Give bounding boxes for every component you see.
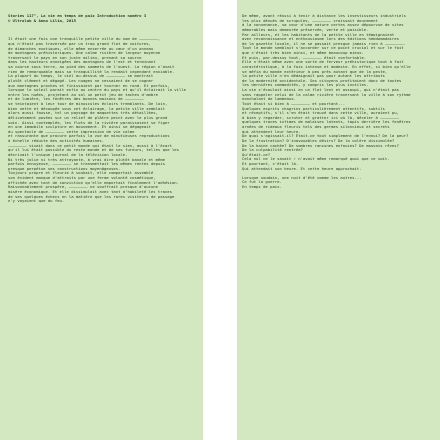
text-line: décrivait l'unique journal de la télévision locale.: [8, 151, 128, 157]
left-page: [0, 0, 203, 440]
text-line: alors aussi fausse, tel un paysage de maquettes très détaillées,: [8, 110, 158, 116]
right-body-text: [242, 14, 434, 190]
text-line: Tout le monde semblait s'accorder sur ce point crucial et sur le fait: [242, 45, 404, 51]
page-header: [8, 13, 197, 24]
text-line: les dernières commodités, y compris les plus inutiles.: [242, 82, 369, 88]
text-line: rien de remarquable mais sa tranquillité la rendait cependant enviable.: [8, 68, 175, 74]
text-line: ornées de rideaux fleuris tels des germes silencieux et secrets: [242, 124, 390, 129]
text-line: et de lumière, les fenêtres des bonnes maisons de ————————: [8, 96, 144, 102]
text-line: La vie s'écoulait ainsi en un flot lent et assoupi, qui n'était pas: [242, 87, 399, 92]
text-line: Par ailleurs, et les habitants de la petite ville en témoignaient: [242, 31, 395, 37]
text-line: de montagnes préhistoriques. Une calme rivière de largeur moyenne: [8, 50, 161, 56]
text-line: misère économique. Et elle dissimulait avec tant d'habileté les traces: [8, 188, 172, 194]
text-line: de la gazette locale, il ne se passait presque jamais rien à ————————.: [242, 40, 406, 46]
text-line: caractéristique, à la fois intense et modeste. En effet, si bien qu'elle: [242, 63, 411, 69]
text-line: Tout était si bien à ———————— et pourtant...: [242, 100, 346, 106]
text-line: Ce fut la guerre.: [242, 179, 282, 185]
text-line: à la convenance, sa cour d'une nature certes assez dépourvue de sites: [242, 22, 404, 28]
text-line: Quelques esprits chagrins particulièrement attentifs, subtils: [242, 105, 385, 111]
text-line: de la modernité occidentale. Ses citoyens profitaient donc de toutes: [242, 77, 402, 83]
text-line: Elle n'était même avec une sorte de ferveur préhistorique tout à fait: [242, 59, 404, 65]
text-line: se méfia du monde extérieur à peu près autant que de la peste,: [242, 68, 388, 74]
text-line: entre les nuées, projetant au sol un petit jeu de taches d'ombre: [8, 91, 158, 97]
text-line: sa course sous terre, au pied des sommets de l'ouest. La région n'avait: [8, 64, 175, 70]
text-line: quelques traces infimes de malaises latents, tapis derrière les fenêtres: [242, 119, 411, 125]
text-line: Qui attendait son heure. Et cette heure approchait.: [242, 165, 362, 171]
text-line: presque perpétue ses constructions moyenâgeuses.: [8, 165, 121, 171]
text-line: Toujours propre et fleurie à souhait, elle comportait assemblé: [8, 170, 154, 176]
text-line: Ni très jolie ni très attrayante, à vrai dire plutôt banale et même: [8, 156, 165, 162]
text-line: Lorsque soudain, une nuit d'été comme les autres...: [242, 174, 362, 180]
text-line: avec reconnaissance et enthousiasme lors des éditions hebdomadaires: [242, 36, 399, 42]
text-line: De la culpabilité rentrée?: [242, 147, 303, 153]
text-line: et réceptifs, s'il s'en était trouvé dans cette ville, auraient pu,: [242, 110, 399, 116]
text-line: Et puis, par-dessus tout, ———————— était confortable.: [242, 54, 367, 60]
text-line: dans les hauteurs enneigées des montagnes de l'est et terminant: [8, 59, 156, 65]
text-line: se teintaient à leur tour de minuscules éclairs tremblants. De loin,: [8, 101, 168, 107]
text-line: qu'il lui était possible du reste monde et de ses fureurs, telles que les: [8, 147, 179, 153]
header-title: Stories 117°, La vie en temps de paix Introduction numéro 3: [8, 13, 147, 18]
text-line: nonchalant de lambeaux.: [242, 96, 296, 102]
text-line: plutôt clément et dégagé. Les nuages ne cessaient de se cogner: [8, 77, 154, 83]
text-line: de dimanches exotiques, elle même enserrée au cœur d'un anneau: [8, 45, 154, 51]
text-line: mémorables mais demeurée préservée, verte et paisible.: [242, 26, 369, 32]
text-line: De la haine cachée? De sombres rancunes enfouies? De mauvais rêves?: [242, 142, 399, 148]
text-line: de ses quelques échecs en la matière que les rares visiteurs de passage: [8, 193, 175, 199]
text-line: du spectacle de ———————— cette impression de vie calme: [8, 128, 135, 134]
left-body-text: [8, 37, 197, 204]
text-line: ———————— vivait dans ce petit monde qui était le sien, aussi à l'écart: [8, 142, 172, 148]
text-line: son évident manque d'attraits par une ferme volonté cosmétique,: [8, 175, 156, 181]
text-line: Il était une fois une tranquille petite ville du nom de ————————,: [8, 36, 161, 42]
text-line: traversait le pays en son juste milieu, prenant sa source: [8, 54, 142, 60]
text-line: lorsque le soleil parait enfin au centre du pays et qu'il éclairait la ville: [8, 87, 187, 93]
text-line: n'y voyaient que du feu.: [8, 198, 65, 204]
text-line: soin. Ainsi contemplée, les flots de la rivière paraissaient se figer: [8, 119, 170, 125]
text-line: Qu'était-ce?: [242, 151, 271, 157]
text-line: que c'était très bien ainsi, et même beaucoup mieux.: [242, 50, 364, 55]
text-line: Et pourtant, c'était là.: [242, 161, 299, 166]
header-copyright: © Ultralab & Anna Lilia, 2015: [8, 18, 76, 24]
text-line: qui attendent leur heure.: [242, 128, 301, 134]
text-line: affichée avec tant de conviction qu'elle emportait finalement l'adhésion.: [8, 179, 179, 185]
text-line: les plus dénués de scrupules, ———————— croissait doucement: [242, 17, 378, 23]
text-line: De quoi s'agissait-il? Était-ce tout simplement de l'ennui? De la peur?: [242, 133, 409, 139]
text-line: En temps de paix.: [242, 184, 282, 190]
right-page: [237, 0, 440, 440]
text-line: à échelle réduite des activités humaines.: [8, 138, 105, 144]
text-line: qui n'était pas traversée par un trop grand flot de voitures,: [8, 40, 151, 46]
text-line: bien nette et découpée sous cet éclairage, la petite ville semblait: [8, 105, 165, 111]
text-line: en une immobile sculpture en mouvement. Et ainsi se dégageait: [8, 124, 151, 130]
text-line: De même, avant réussi à tenir à distance les investisseurs industriels: [242, 13, 406, 18]
text-line: la petite ville n'en dédaignait pas pour autant les attributs: [242, 73, 385, 79]
text-line: et rassurante que procure parfois la vue de minutieuses reproductions: [8, 133, 170, 139]
text-line: De la frustration? D'inavouables désirs? De la colère dissimulée?: [242, 137, 395, 143]
text-line: Raisonnablement prospère, ———————— ne souffrait presque d'aucune: [8, 184, 158, 190]
text-line: parfois ennuyeuse, ———————— se transmettait les mêmes rentes depuis: [8, 161, 165, 167]
text-line: aux montagnes proches et finissaient par tourner en rond. Et parfois,: [8, 82, 170, 88]
text-line: à bien y regarder, scruter et gratter ici où là, déceler à ————————: [242, 114, 399, 120]
text-line: La plupart du temps, le ciel au-dessus de ———————— se montrait: [8, 73, 154, 79]
text-line: délicatement posées sur un relief de plâtre peint avec le plus grand: [8, 114, 168, 120]
text-line: Cela nul ne le savait ✓ n'avait même remarqué quoi que ce soit.: [242, 156, 390, 162]
text-line: sans rappeler celui de la calme rivière traversant la ville à son rythme: [242, 91, 411, 97]
